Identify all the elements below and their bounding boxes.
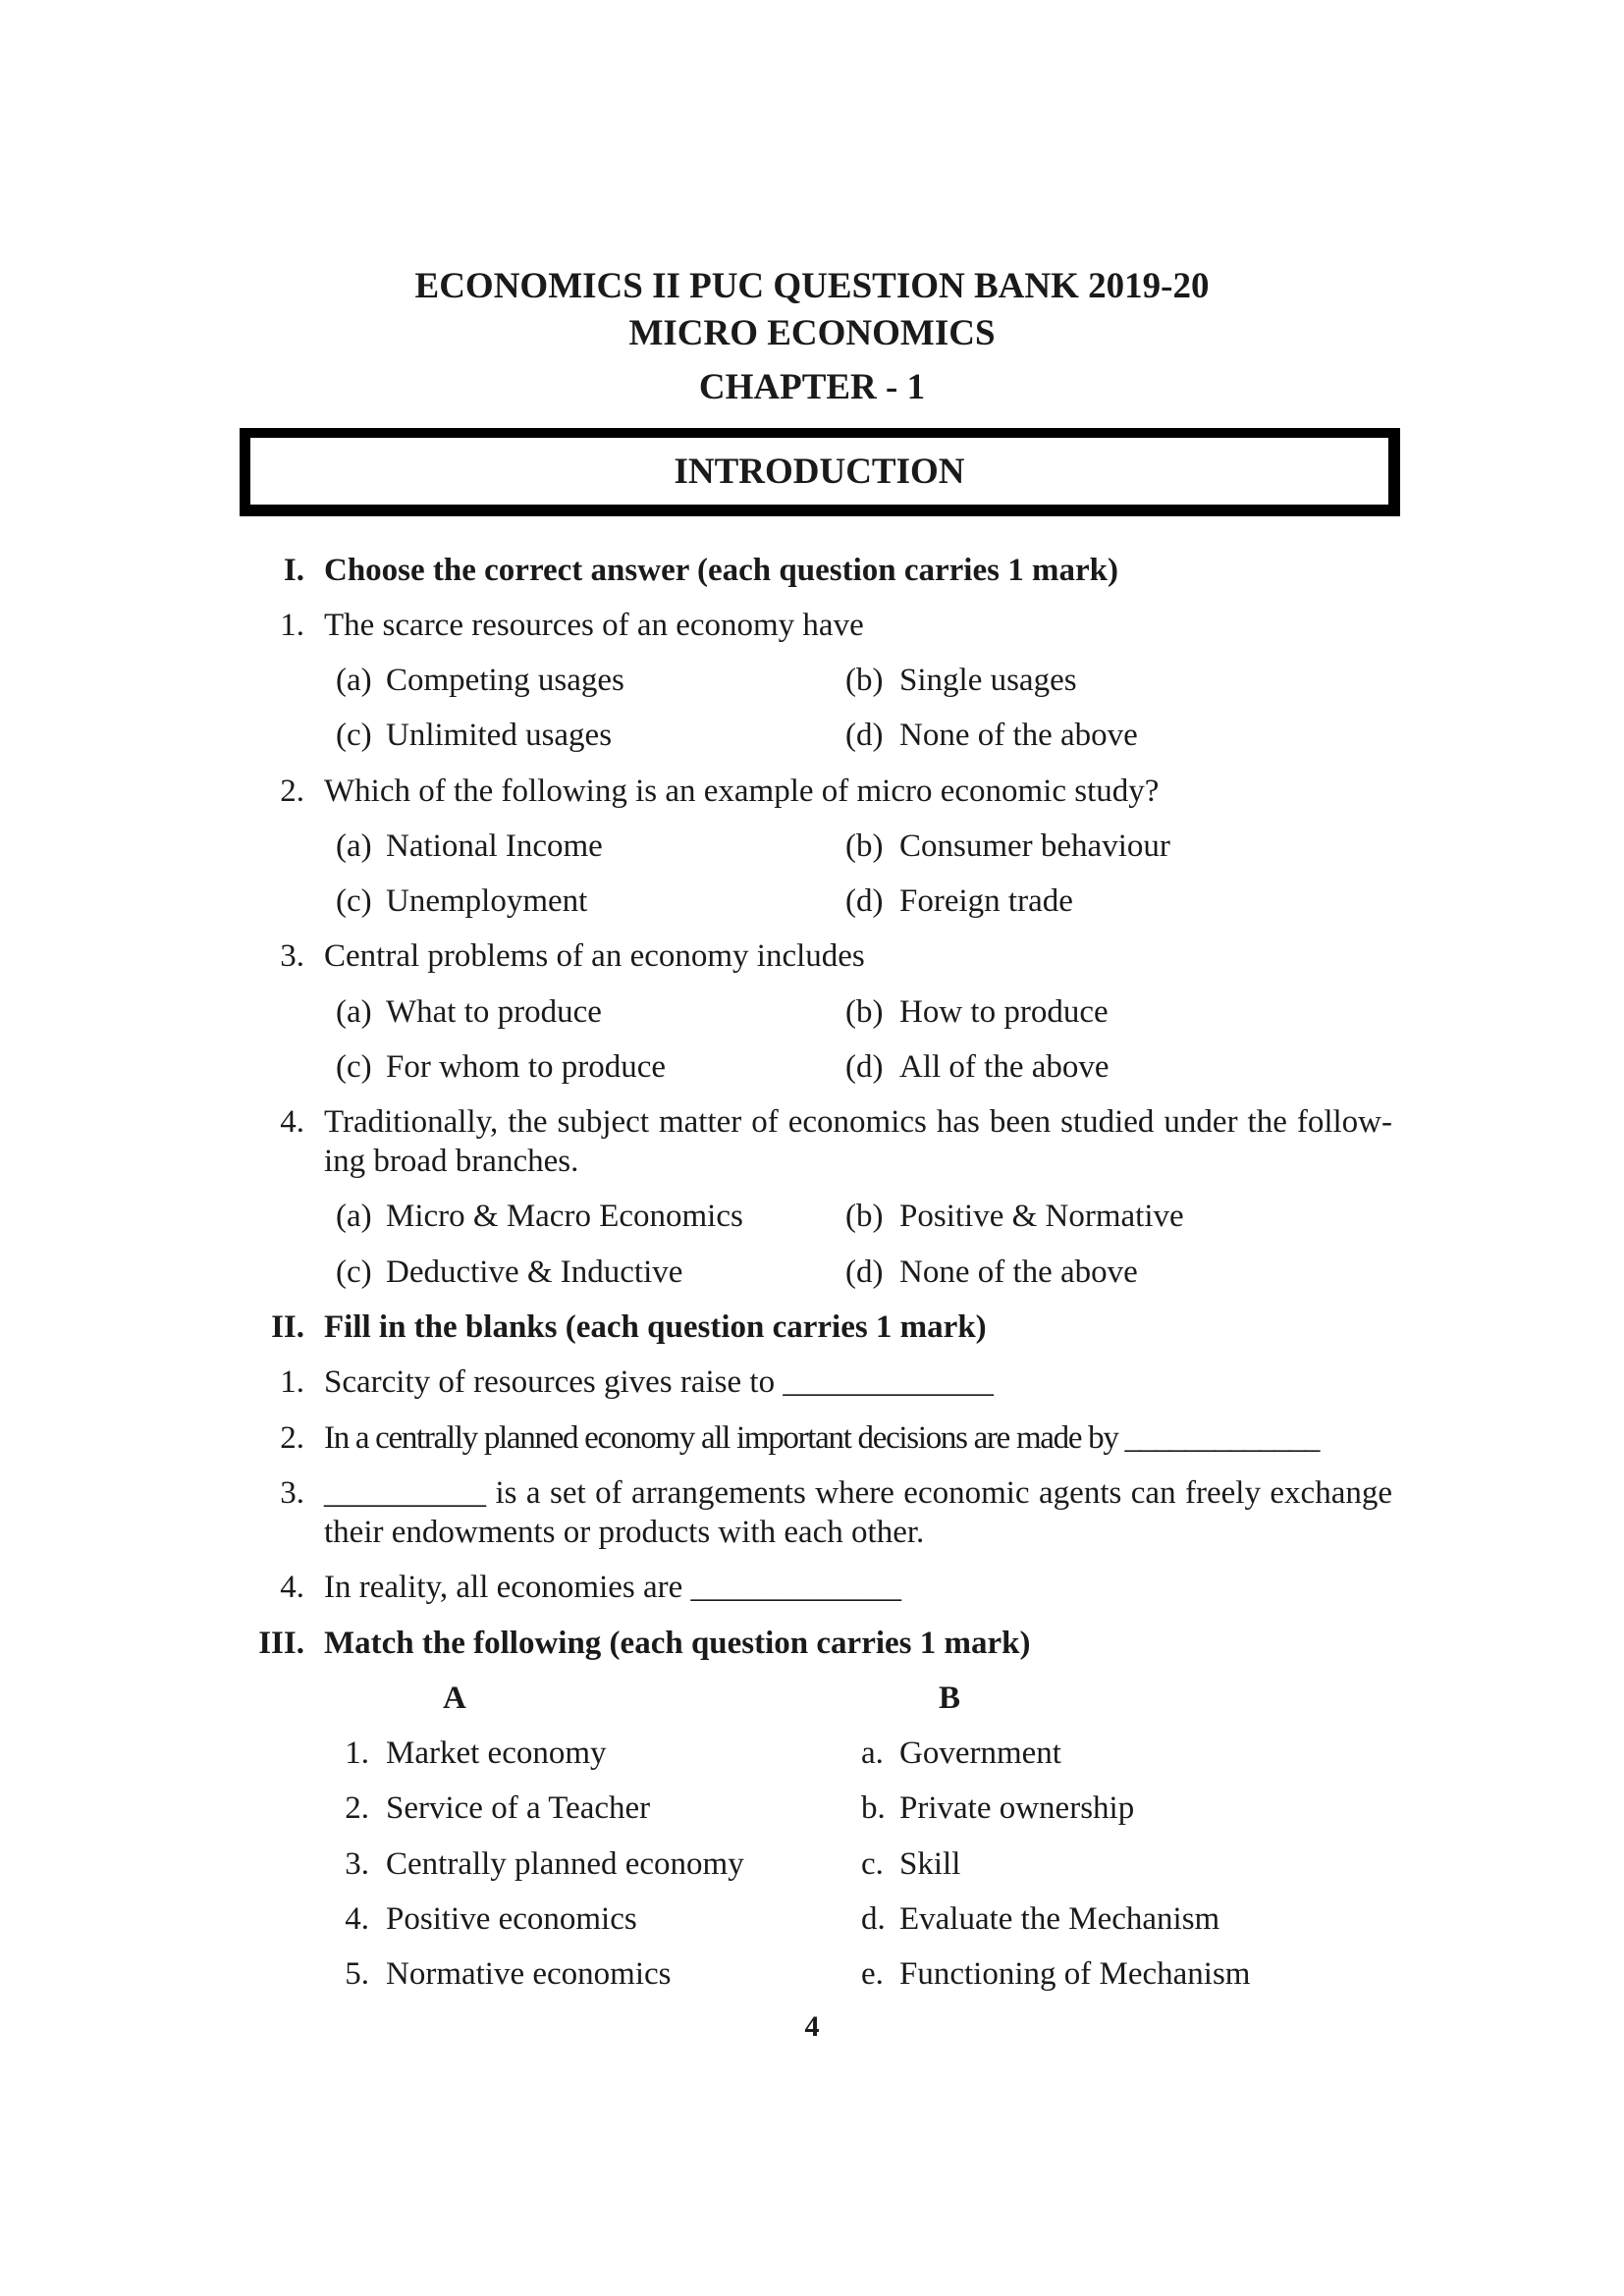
option-d: All of the above	[899, 1049, 1110, 1085]
section-3-number: III.	[258, 1626, 304, 1661]
blank-question-continued: their endowments or products with each other.	[324, 1515, 925, 1550]
match-b-letter: d.	[861, 1901, 886, 1937]
option-c: Unemployment	[386, 883, 588, 919]
option-label: (c)	[336, 718, 372, 753]
match-a-number: 4.	[345, 1901, 369, 1937]
match-b-item: Government	[899, 1735, 1061, 1771]
question-text: Which of the following is an example of micro economic study?	[324, 774, 1160, 809]
option-c: Deductive & Inductive	[386, 1255, 683, 1290]
question-text: Traditionally, the subject matter of economics has been studied under the follow-	[324, 1104, 1392, 1140]
option-d: Foreign trade	[899, 883, 1073, 919]
blank-number: 3.	[280, 1475, 304, 1511]
question-text-continued: ing broad branches.	[324, 1144, 579, 1179]
blank-question: In a centrally planned economy all important decisions are made by _____________	[324, 1420, 1320, 1456]
option-label: (d)	[845, 1255, 884, 1290]
question-number: 1.	[280, 608, 304, 643]
match-a-item: Positive economics	[386, 1901, 637, 1937]
option-a: National Income	[386, 828, 603, 864]
option-c: Unlimited usages	[386, 718, 613, 753]
section-2-title: Fill in the blanks (each question carries 1 mark)	[324, 1309, 987, 1345]
page-number: 4	[804, 2010, 820, 2043]
match-b-letter: a.	[861, 1735, 884, 1771]
question-number: 2.	[280, 774, 304, 809]
option-label: (a)	[336, 828, 372, 864]
option-a: Micro & Macro Economics	[386, 1199, 743, 1234]
column-a-header: A	[443, 1681, 466, 1716]
question-text: Central problems of an economy includes	[324, 938, 865, 974]
topic-title: INTRODUCTION	[674, 451, 965, 492]
document-subtitle: MICRO ECONOMICS	[628, 313, 996, 353]
blank-question: __________ is a set of arrangements where economic agents can freely exchange	[324, 1475, 1392, 1511]
option-c: For whom to produce	[386, 1049, 667, 1085]
option-label: (b)	[845, 994, 884, 1030]
option-b: Single usages	[899, 663, 1077, 698]
match-a-number: 1.	[345, 1735, 369, 1771]
option-label: (d)	[845, 1049, 884, 1085]
match-a-item: Service of a Teacher	[386, 1790, 651, 1826]
match-b-item: Evaluate the Mechanism	[899, 1901, 1220, 1937]
blank-number: 1.	[280, 1364, 304, 1400]
option-label: (c)	[336, 1255, 372, 1290]
option-label: (d)	[845, 883, 884, 919]
match-b-letter: e.	[861, 1956, 884, 1992]
match-b-item: Private ownership	[899, 1790, 1135, 1826]
question-number: 4.	[280, 1104, 304, 1140]
match-b-item: Skill	[899, 1846, 961, 1882]
section-2-number: II.	[271, 1309, 304, 1345]
option-label: (c)	[336, 883, 372, 919]
question-text: The scarce resources of an economy have	[324, 608, 864, 643]
option-label: (d)	[845, 718, 884, 753]
match-a-item: Normative economics	[386, 1956, 672, 1992]
match-b-letter: b.	[861, 1790, 886, 1826]
topic-banner	[240, 428, 1400, 516]
match-a-item: Centrally planned economy	[386, 1846, 744, 1882]
column-b-header: B	[939, 1681, 961, 1716]
option-b: Positive & Normative	[899, 1199, 1184, 1234]
option-label: (b)	[845, 663, 884, 698]
blank-number: 4.	[280, 1570, 304, 1605]
blank-question: In reality, all economies are _____________	[324, 1570, 902, 1605]
blank-question: Scarcity of resources gives raise to _____________	[324, 1364, 994, 1400]
option-label: (b)	[845, 828, 884, 864]
match-b-item: Functioning of Mechanism	[899, 1956, 1251, 1992]
match-b-letter: c.	[861, 1846, 884, 1882]
option-label: (a)	[336, 663, 372, 698]
option-a: Competing usages	[386, 663, 624, 698]
option-label: (a)	[336, 994, 372, 1030]
match-a-number: 5.	[345, 1956, 369, 1992]
match-a-number: 2.	[345, 1790, 369, 1826]
option-a: What to produce	[386, 994, 602, 1030]
section-1-number: I.	[283, 553, 304, 588]
option-label: (a)	[336, 1199, 372, 1234]
document-title: ECONOMICS II PUC QUESTION BANK 2019-20	[414, 266, 1210, 306]
match-a-item: Market economy	[386, 1735, 607, 1771]
chapter-heading: CHAPTER - 1	[698, 367, 926, 407]
option-label: (b)	[845, 1199, 884, 1234]
blank-number: 2.	[280, 1420, 304, 1456]
section-1-title: Choose the correct answer (each question carries 1 mark)	[324, 553, 1118, 588]
option-d: None of the above	[899, 718, 1138, 753]
option-d: None of the above	[899, 1255, 1138, 1290]
question-number: 3.	[280, 938, 304, 974]
match-a-number: 3.	[345, 1846, 369, 1882]
option-label: (c)	[336, 1049, 372, 1085]
section-3-title: Match the following (each question carries 1 mark)	[324, 1626, 1031, 1661]
option-b: Consumer behaviour	[899, 828, 1170, 864]
option-b: How to produce	[899, 994, 1109, 1030]
